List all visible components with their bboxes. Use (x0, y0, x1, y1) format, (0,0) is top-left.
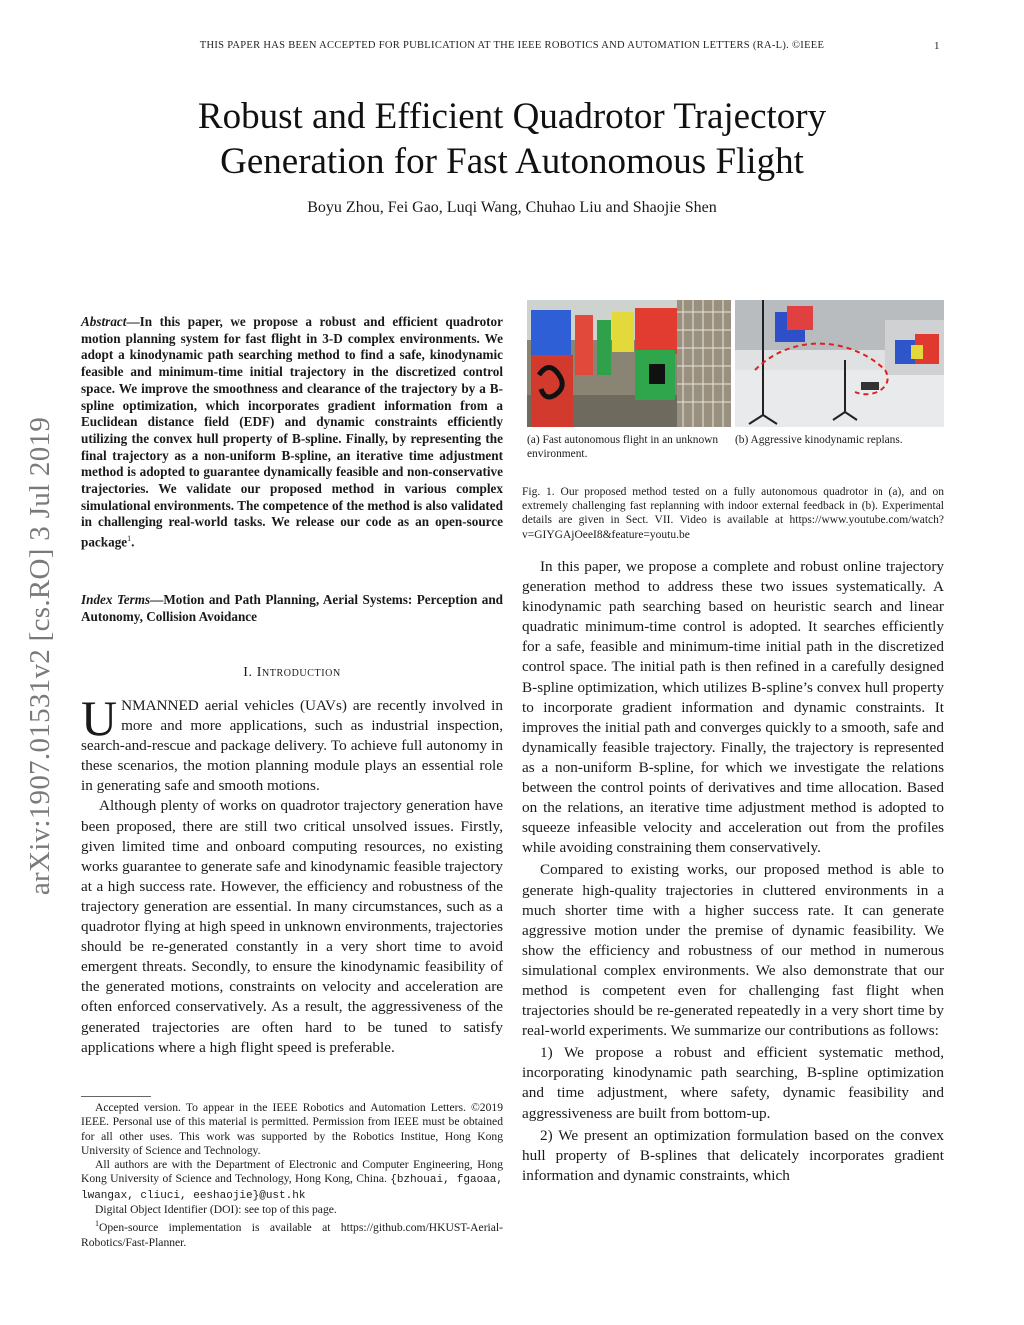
figure-1 (527, 300, 944, 427)
index-terms (81, 592, 503, 625)
index-terms-label: Index Terms (81, 592, 151, 607)
footnote-code-mark: 1 (95, 1219, 99, 1229)
footnotes (81, 1101, 503, 1250)
abstract-footnote-mark: 1 (127, 534, 132, 544)
author-emails: {bzhouai, fgaoaa, lwangax, cliuci, eeshaojie}@ust.hk (81, 1174, 503, 1202)
abstract: Abstract—In this paper, we propose a robust and efficient quadrotor motion planning system for fast flight in 3-D complex environments. We adopt a kinodynamic path searching method to find a safe, kinodynamic feasible and minimum-time initial trajectory in the discretized control space. We improve the smoothness and clearance of the trajectory by a B-spline optimization, which incorporates gradient information from a Euclidean distance field (EDF) and dynamic constraints efficiently utilizing the convex hull property of B-spline. Finally, by representing the final trajectory as a non-uniform B-spline, an iterative time adjustment method is adopted to guarantee dynamically feasible and non-conservative trajectories. We validate our proposed method in various complex simulational environments. The competence of the method is also validated in challenging real-world tasks. We release our code as an open-source package$^1$. (81, 314, 503, 550)
introduction-body (81, 690, 503, 1058)
footnote-accepted: Accepted version. To appear in the IEEE Robotics and Automation Letters. ©2019 IEEE. Personal use of this material is permitted. Permission from IEEE must be obtained for all other uses. This work was supported by the Robotics Institue, Hong Kong University of Science and Technology. (81, 1101, 503, 1157)
subcaption-a: (a) Fast autonomous flight in an unknown environment. (527, 434, 719, 460)
abstract-label: Abstract (81, 314, 127, 329)
drop-cap: U (81, 690, 118, 746)
section-heading (81, 665, 503, 681)
running-header: THIS PAPER HAS BEEN ACCEPTED FOR PUBLICATION AT THE IEEE ROBOTICS AND AUTOMATION LETTERS (RA-L). ©IEEE (199, 40, 825, 51)
figure-1b-photo (735, 300, 944, 427)
footnote-doi: Digital Object Identifier (DOI): see top of this page. (95, 1203, 337, 1217)
subcaption-b: (b) Aggressive kinodynamic replans. (735, 434, 903, 446)
figure-1a-photo (527, 300, 731, 427)
contribution-1: 1) We propose a robust and efficient systematic method, incorporating kinodynamic path searching, B-spline optimization and time adjustment, where safety, dynamic feasibility and aggressiveness are built from bottom-up. (522, 1044, 944, 1122)
contribution-2: 2) We present an optimization formulation based on the convex hull property of B-splines that delicately incorporates gradient information and dynamic constraints, which (522, 1126, 944, 1184)
section-numeral: I. (243, 665, 253, 680)
right-column-body (522, 557, 944, 1186)
intro-paragraph-2: Although plenty of works on quadrotor trajectory generation have been proposed, there are still two critical unsolved issues. Firstly, given limited time and onboard computing resources, no existing works guarantee to generate safe and kinodynamic feasible trajectory at a high success rate. However, the efficiency and robustness of the trajectory generation are essential. In many circumstances, such as a quadrotor flying at high speed in unknown environments, trajectories should be re-generated constantly in a very short time to avoid emergent threats. Secondly, to ensure the kinodynamic feasibility of the generated motions, constraints on velocity and acceleration are often enforced conservatively. As a result, the aggressiveness of the generated trajectories are often hard to be tuned to satisfy applications where a high flight speed is preferable. (81, 797, 503, 1056)
figure-1-caption: Fig. 1. Our proposed method tested on a fully autonomous quadrotor in (a), and on extremely challenging fast replanning with indoor external feedback in (b). Experimental details are given in Sect. VII. Video is available at https://www.youtube.com/watch?v=GIYGAjOeeI8&feature=youtu.be (522, 486, 944, 541)
title-line-1: Robust and Efficient Quadrotor Trajectory (197, 96, 827, 137)
section-title-text: Introduction (256, 665, 341, 680)
arxiv-stamp: arXiv:1907.01531v2 [cs.RO] 3 Jul 2019 (24, 416, 56, 896)
intro-p1-text: NMANNED aerial vehicles (UAVs) are recently involved in more and more applications, such as industrial inspection, search-and-rescue and package delivery. To achieve full autonomy in these scenarios, the motion planning module plays an essential role in generating safe and smooth motions. (81, 697, 503, 795)
footnote-rule (81, 1096, 151, 1097)
abstract-text: —In this paper, we propose a robust and efficient quadrotor motion planning system for fast flight in 3-D complex environments. We adopt a kinodynamic path searching method to find a safe, kinodynamic feasible and minimum-time initial trajectory in the discretized control space. We improve the smoothness and clearance of the trajectory by a B-spline optimization, which incorporates gradient information from a Euclidean distance field (EDF) and dynamic constraints efficiently utilizing the convex hull property of B-spline. Finally, by representing the final trajectory as a non-uniform B-spline, an iterative time adjustment method is adopted to guarantee dynamically feasible and non-conservative trajectories. We validate our proposed method in various complex simulational environments. The competence of the method is also validated in challenging real-world tasks. We release our code as an open-source package (81, 314, 503, 550)
author-list: Boyu Zhou, Fei Gao, Luqi Wang, Chuhao Liu and Shaojie Shen (307, 199, 717, 216)
footnote-code (81, 1217, 503, 1249)
footnote-affiliation (81, 1158, 503, 1203)
title-line-2: Generation for Fast Autonomous Flight (220, 141, 804, 182)
right-paragraph-1: In this paper, we propose a complete and robust online trajectory generation method to address these two issues systematically. A kinodynamic path searching based on heuristic search and linear quadratic minimum-time control is adopted. It searches efficiently for a safe, feasible and minimum-time initial path in the discretized control space. The initial path is then refined in a carefully designed B-spline optimization, which utilizes B-spline’s convex hull property to incorporate gradient information and dynamic constraints. It improves the initial path and converges quickly to a smooth, safe and dynamically feasible trajectory. Finally, the trajectory is represented as a non-uniform B-spline, for which we investigate the relations between the control points of derivatives and time allocation. Based on the relations, an iterative time adjustment method is adopted to squeeze infeasible velocity and acceleration out from the profiles while avoiding constraining them conservatively. (522, 558, 944, 857)
index-terms-text: —Motion and Path Planning, Aerial Systems: Perception and Autonomy, Collision Avoidance (81, 592, 503, 624)
page-number: 1 (934, 40, 940, 52)
paper-title (60, 94, 964, 184)
right-paragraph-2: Compared to existing works, our proposed method is able to generate high-quality trajectories in cluttered environments in a much shorter time with a higher success rate. It can generate aggressive motion under the premise of dynamic feasibility. We show the efficiency and robustness of our method in numerous simulational complex environments. We also demonstrate that our method is competent even for challenging fast flight when trajectories should be re-generated repeatedly in a very short time by real-world experiments. We summarize our contributions as follows: (522, 861, 944, 1040)
intro-paragraph-1 (81, 690, 503, 796)
affiliation-text: All authors are with the Department of Electronic and Computer Engineering, Hong Kong University of Science and Technology, Hong Kong, China. (81, 1158, 503, 1186)
footnote-code-text: Open-source implementation is available at https://github.com/HKUST-Aerial-Robotics/Fast-Planner. (81, 1221, 503, 1249)
